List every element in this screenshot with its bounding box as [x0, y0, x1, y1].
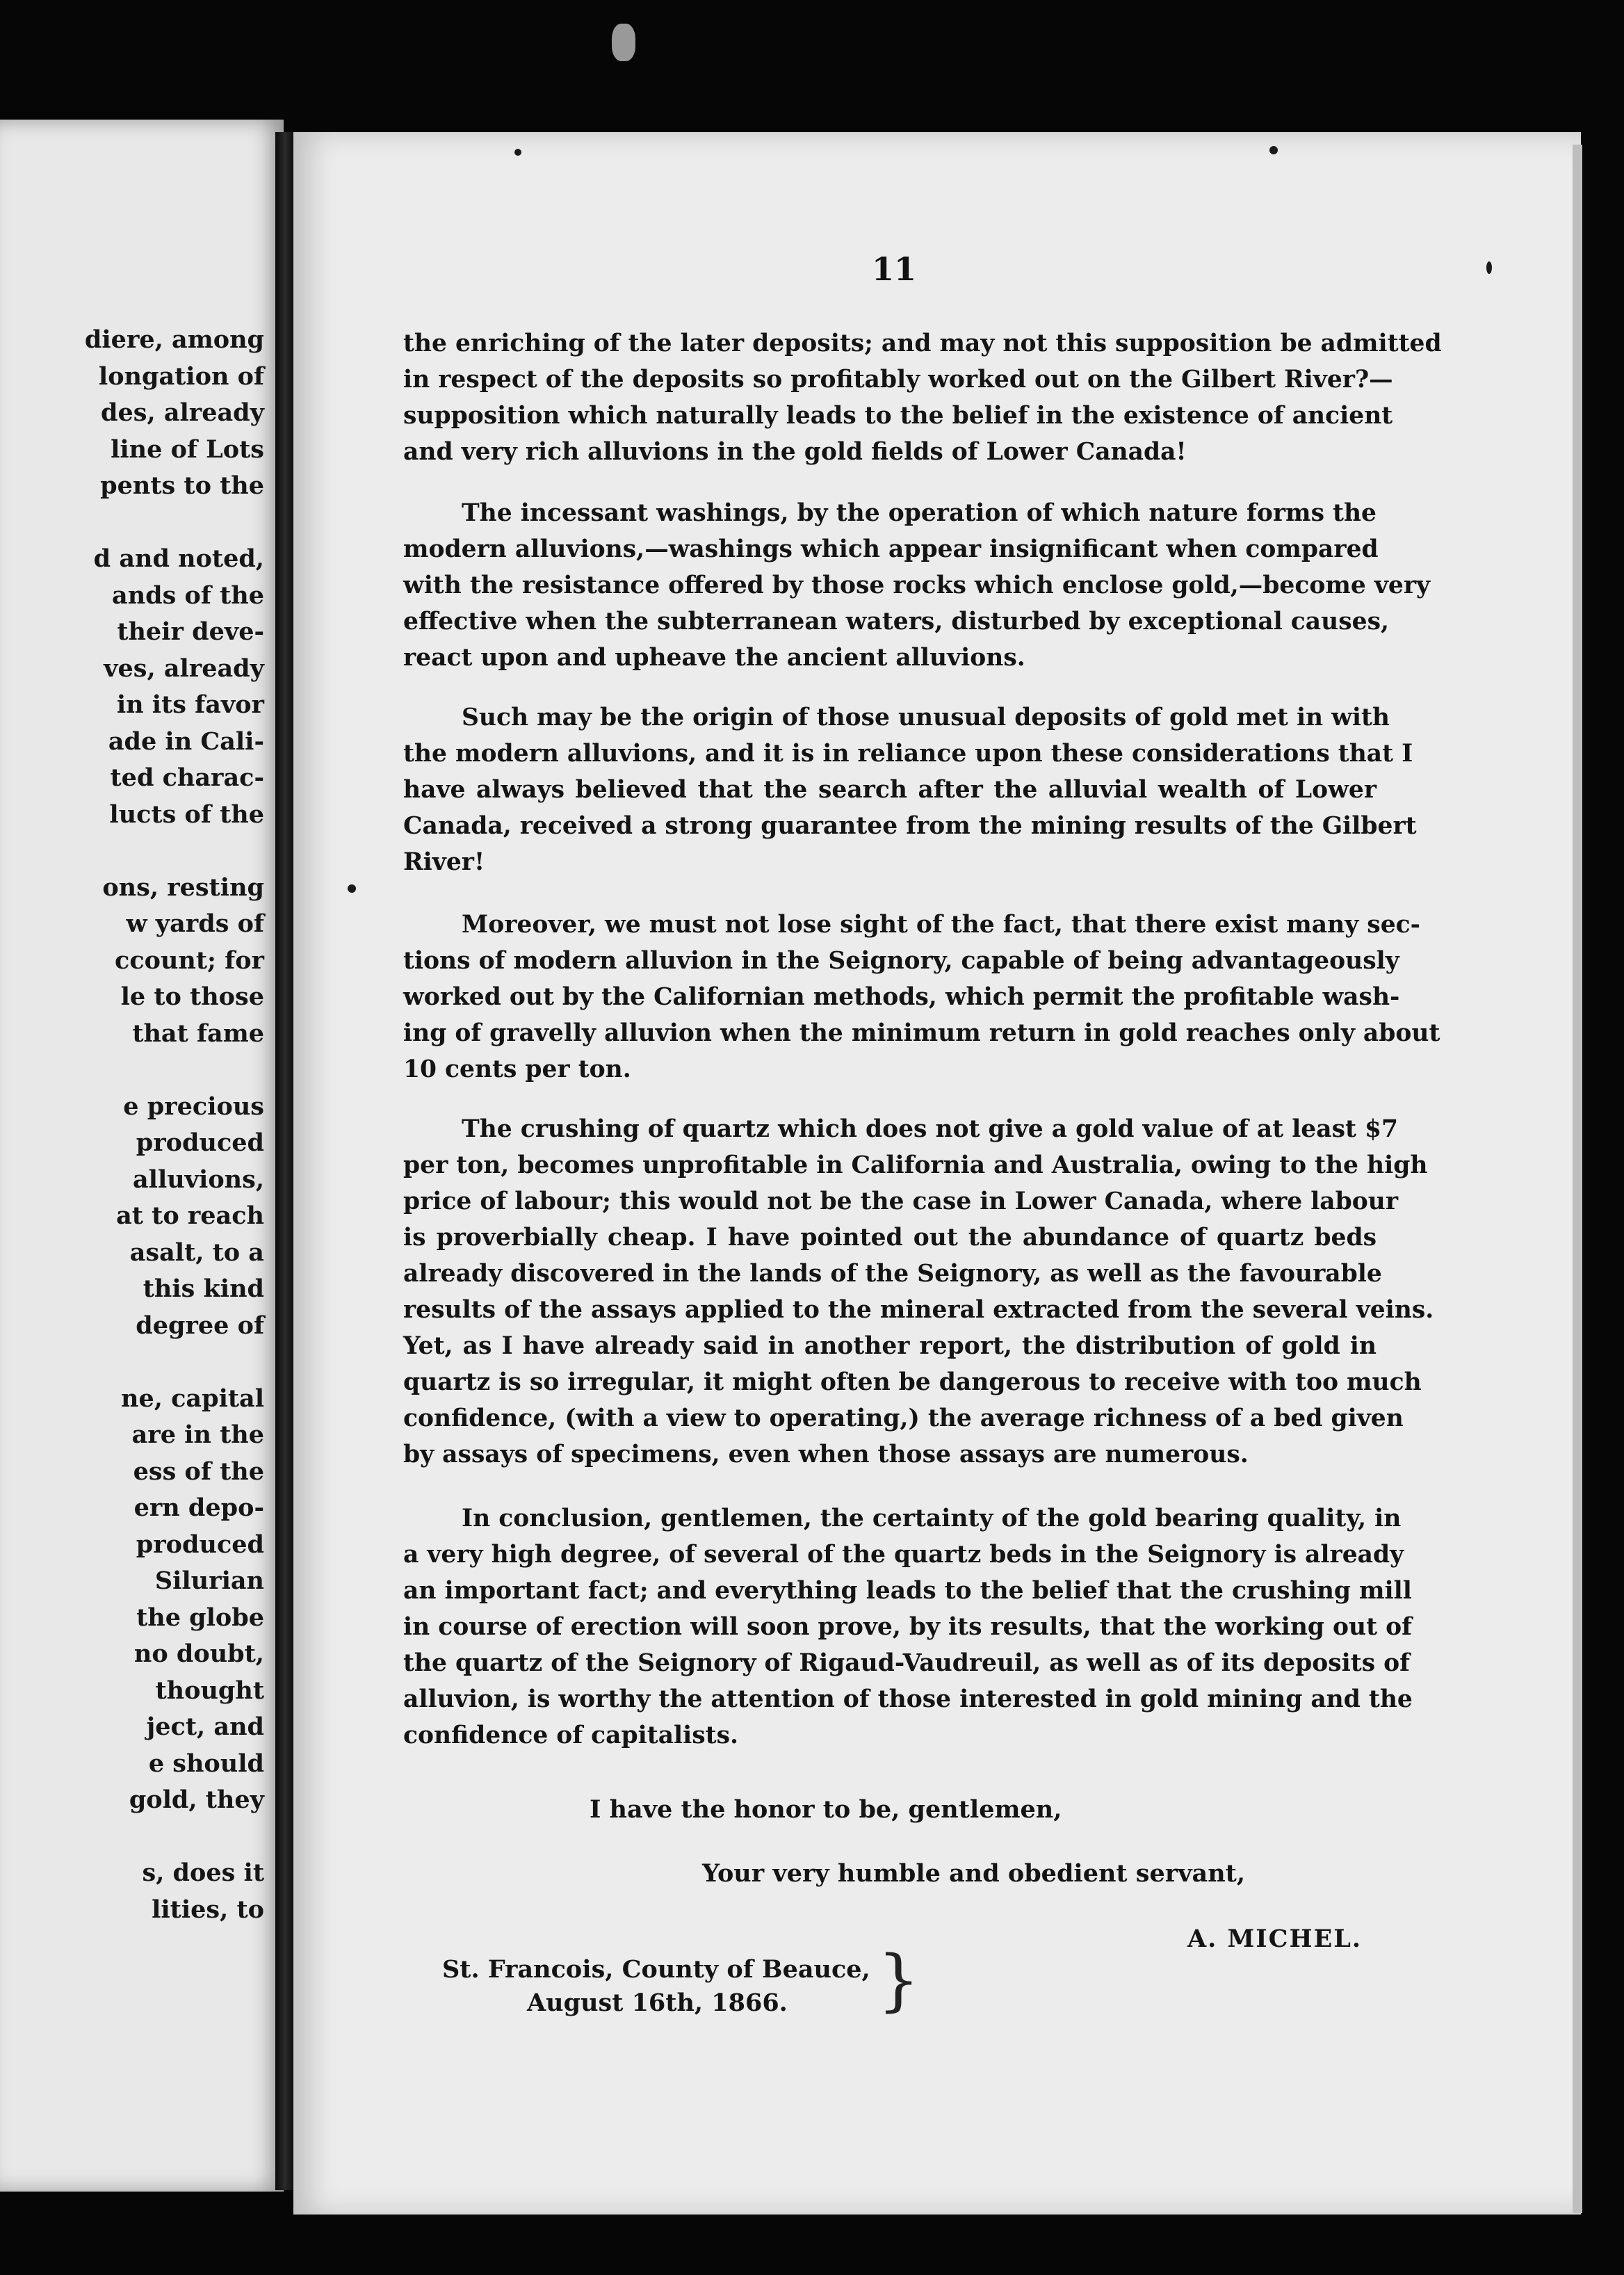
- facing-page: [0, 120, 284, 2192]
- facing-page-line: ands of the: [112, 581, 264, 610]
- page-number: 11: [872, 250, 917, 288]
- facing-page-line: at to reach: [116, 1201, 264, 1230]
- paragraph-5-line: The crushing of quartz which does not give a gold value of at least $7: [462, 1115, 1398, 1143]
- scan-artifact: [612, 24, 635, 61]
- paragraph-5-line: is proverbially cheap. I have pointed out the abundance of quartz beds: [403, 1224, 1377, 1252]
- paragraph-4-line: 10 cents per ton.: [403, 1055, 631, 1083]
- facing-page-line: are in the: [131, 1420, 264, 1449]
- paragraph-5-line: already discovered in the lands of the Seignory, as well as the favourable: [403, 1260, 1382, 1288]
- scan-speck: [348, 884, 356, 893]
- paragraph-1-line: and very rich alluvions in the gold fields of Lower Canada!: [403, 438, 1187, 466]
- facing-page-line: alluvions,: [132, 1165, 264, 1194]
- paragraph-2-line: The incessant washings, by the operation of which nature forms the: [462, 499, 1377, 527]
- facing-page-line: the globe: [136, 1603, 264, 1632]
- facing-page-line: gold, they: [129, 1786, 264, 1814]
- facing-page-line: line of Lots: [111, 435, 264, 464]
- paragraph-2-line: react upon and upheave the ancient alluvions.: [403, 644, 1025, 672]
- facing-page-line: produced: [136, 1530, 264, 1559]
- facing-page-line: ted charac-: [110, 763, 264, 792]
- paragraph-6-line: in course of erection will soon prove, by its results, that the working out of: [403, 1613, 1412, 1641]
- facing-page-line: this kind: [143, 1274, 264, 1303]
- brace-glyph: }: [877, 1941, 920, 2019]
- facing-page-line: diere, among: [84, 325, 264, 354]
- facing-page-line: d and noted,: [93, 544, 264, 573]
- facing-page-line: no doubt,: [133, 1640, 264, 1668]
- paragraph-3-line: Canada, received a strong guarantee from the mining results of the Gilbert: [403, 812, 1417, 840]
- facing-page-line: produced: [136, 1128, 264, 1157]
- paragraph-5-line: price of labour; this would not be the case in Lower Canada, where labour: [403, 1188, 1399, 1215]
- valediction: Your very humble and obedient servant,: [702, 1859, 1246, 1888]
- scan-speck: [514, 149, 521, 156]
- facing-page-line: le to those: [120, 982, 264, 1011]
- scan-speck: [1269, 146, 1278, 154]
- facing-page-line: pents to the: [100, 471, 264, 500]
- facing-page-line: ne, capital: [121, 1384, 264, 1413]
- facing-page-line: degree of: [136, 1311, 264, 1340]
- paragraph-4-line: tions of modern alluvion in the Seignory, capable of being advantageously: [403, 947, 1399, 975]
- paragraph-6-line: an important fact; and everything leads to the belief that the crushing mill: [403, 1577, 1412, 1605]
- paragraph-3-line: River!: [403, 848, 485, 876]
- facing-page-line: thought: [155, 1676, 264, 1705]
- paragraph-6-line: alluvion, is worthy the attention of those interested in gold mining and the: [403, 1685, 1413, 1713]
- place-line: St. Francois, County of Beauce,: [442, 1955, 870, 1984]
- facing-page-line: longation of: [98, 362, 264, 391]
- paragraph-4-line: Moreover, we must not lose sight of the fact, that there exist many sec-: [462, 911, 1420, 939]
- signature: A. MICHEL.: [1187, 1925, 1363, 1953]
- facing-page-line: e precious: [123, 1092, 264, 1121]
- facing-page-line: lucts of the: [109, 800, 264, 829]
- date-line: August 16th, 1866.: [527, 1989, 788, 2017]
- paragraph-6-line: a very high degree, of several of the quartz beds in the Seignory is already: [403, 1541, 1404, 1569]
- paragraph-3-line: the modern alluvions, and it is in reliance upon these considerations that I: [403, 740, 1413, 768]
- salutation: I have the honor to be, gentlemen,: [590, 1795, 1062, 1824]
- paragraph-2-line: effective when the subterranean waters, disturbed by exceptional causes,: [403, 608, 1390, 635]
- facing-page-line: ject, and: [146, 1713, 264, 1741]
- paragraph-4-line: ing of gravelly alluvion when the minimum return in gold reaches only about: [403, 1019, 1440, 1047]
- paragraph-1-line: in respect of the deposits so profitably worked out on the Gilbert River?—: [403, 366, 1393, 394]
- paragraph-5-line: per ton, becomes unprofitable in California and Australia, owing to the high: [403, 1151, 1428, 1179]
- facing-page-line: des, already: [101, 398, 264, 427]
- page-edge: [1573, 145, 1582, 2213]
- facing-page-line: asalt, to a: [129, 1238, 264, 1267]
- facing-page-line: ess of the: [133, 1457, 264, 1486]
- facing-page-line: e should: [148, 1749, 264, 1778]
- facing-page-line: w yards of: [126, 909, 264, 938]
- paragraph-2-line: with the resistance offered by those rocks which enclose gold,—become very: [403, 572, 1431, 599]
- paragraph-6-line: In conclusion, gentlemen, the certainty of the gold bearing quality, in: [462, 1505, 1402, 1532]
- paragraph-6-line: confidence of capitalists.: [403, 1722, 739, 1749]
- facing-page-line: their deve-: [117, 617, 264, 646]
- facing-page-line: that fame: [132, 1019, 264, 1048]
- paragraph-2-line: modern alluvions,—washings which appear insignificant when compared: [403, 535, 1379, 563]
- facing-page-line: ves, already: [104, 654, 264, 683]
- paragraph-5-line: by assays of specimens, even when those assays are numerous.: [403, 1441, 1249, 1468]
- facing-page-line: ccount; for: [115, 946, 264, 975]
- paragraph-5-line: quartz is so irregular, it might often be dangerous to receive with too much: [403, 1368, 1422, 1396]
- paragraph-5-line: confidence, (with a view to operating,) the average richness of a bed given: [403, 1404, 1404, 1432]
- facing-page-line: ern depo-: [133, 1493, 264, 1522]
- paragraph-3-line: have always believed that the search after the alluvial wealth of Lower: [403, 776, 1377, 804]
- paragraph-1-line: supposition which naturally leads to the belief in the existence of ancient: [403, 402, 1393, 430]
- facing-page-line: lities, to: [152, 1895, 264, 1924]
- book-spine: [275, 132, 295, 2190]
- paragraph-5-line: Yet, as I have already said in another report, the distribution of gold in: [403, 1332, 1377, 1360]
- paragraph-6-line: the quartz of the Seignory of Rigaud-Vaudreuil, as well as of its deposits of: [403, 1649, 1411, 1677]
- facing-page-line: ade in Cali-: [108, 727, 264, 756]
- facing-page-line: Silurian: [154, 1566, 264, 1595]
- facing-page-line: ons, resting: [102, 873, 264, 902]
- facing-page-line: in its favor: [116, 690, 264, 719]
- paragraph-3-line: Such may be the origin of those unusual deposits of gold met in with: [462, 704, 1390, 731]
- facing-page-line: s, does it: [142, 1859, 264, 1887]
- scan-speck: [1486, 261, 1492, 274]
- paragraph-1-line: the enriching of the later deposits; and may not this supposition be admitted: [403, 330, 1442, 357]
- paragraph-4-line: worked out by the Californian methods, which permit the profitable wash-: [403, 983, 1400, 1011]
- paragraph-5-line: results of the assays applied to the mineral extracted from the several veins.: [403, 1296, 1434, 1324]
